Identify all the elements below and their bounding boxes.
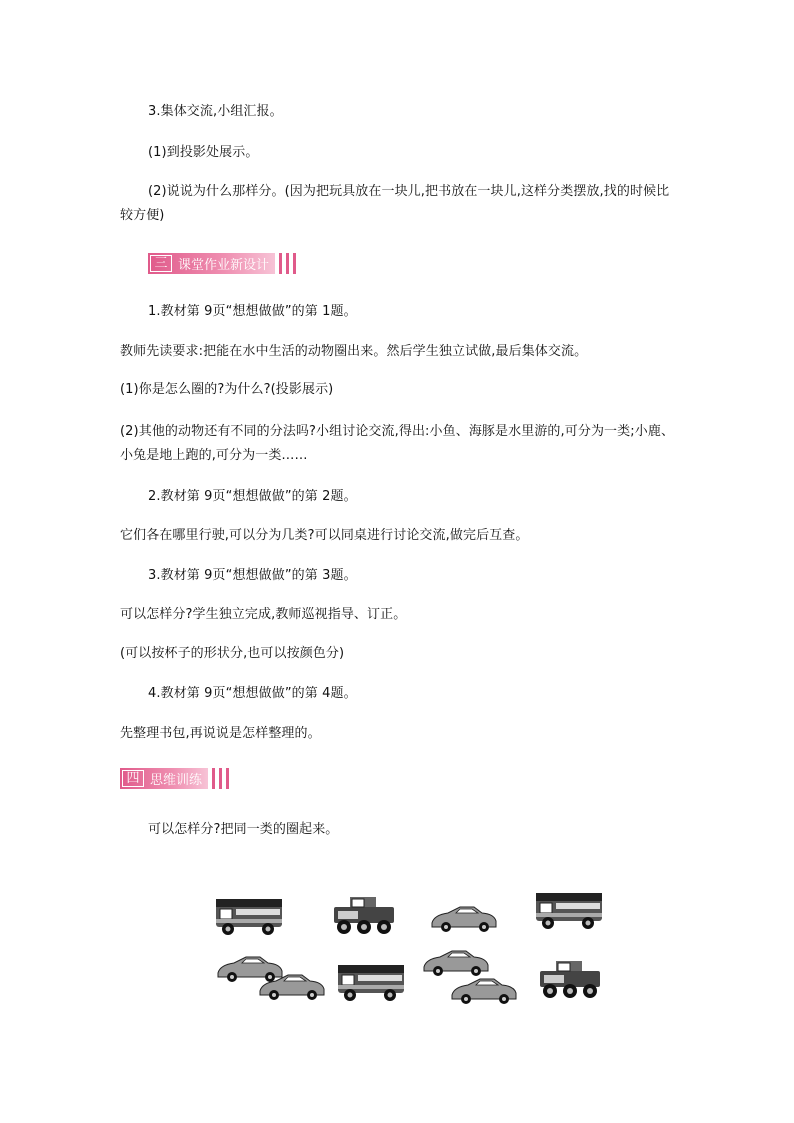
truck-icon [536, 957, 604, 1001]
section-3-title: 课堂作业新设计 [178, 258, 270, 273]
thinking-prompt: 可以怎样分?把同一类的圈起来。 [148, 822, 339, 837]
section-4-title: 思维训练 [150, 773, 203, 788]
truck-icon [330, 893, 398, 937]
task-2-heading: 2.教材第 9页“想想做做”的第 2题。 [148, 489, 357, 504]
task-2-text: 它们各在哪里行驶,可以分为几类?可以同桌进行讨论交流,做完后互查。 [120, 528, 529, 543]
task-1-q2: (2)其他的动物还有不同的分法吗?小组讨论交流,得出:小鱼、海豚是水里游的,可分为一类;小鹿、小兔是地上跑的,可分为一类…… [120, 424, 675, 463]
bus-icon [214, 893, 286, 937]
section-3-banner [148, 253, 300, 274]
step-3-item-1: (1)到投影处展示。 [148, 145, 259, 160]
vehicle-figure [210, 885, 610, 1015]
task-1-q1: (1)你是怎么圈的?为什么?(投影展示) [120, 382, 334, 397]
task-4-heading: 4.教材第 9页“想想做做”的第 4题。 [148, 686, 357, 701]
section-4-number: 四 [122, 770, 144, 787]
bus-icon [534, 887, 606, 931]
task-3-heading: 3.教材第 9页“想想做做”的第 3题。 [148, 568, 357, 583]
banner-stripes [212, 768, 233, 789]
banner-stripes [279, 253, 300, 274]
task-3-text: 可以怎样分?学生独立完成,教师巡视指导、订正。 [120, 607, 407, 622]
task-4-text: 先整理书包,再说说是怎样整理的。 [120, 726, 321, 741]
sports-car-icon [258, 969, 328, 1001]
task-1-heading: 1.教材第 9页“想想做做”的第 1题。 [148, 304, 357, 319]
section-3-number: 三 [150, 255, 172, 272]
sports-car-icon [450, 973, 520, 1005]
sports-car-icon [430, 901, 500, 933]
section-4-banner [120, 768, 233, 789]
bus-icon [336, 959, 408, 1003]
task-1-instruction: 教师先读要求:把能在水中生活的动物圈出来。然后学生独立试做,最后集体交流。 [120, 344, 588, 359]
step-3-item-2: (2)说说为什么那样分。(因为把玩具放在一块儿,把书放在一块儿,这样分类摆放,找的时候比较方便) [120, 184, 670, 223]
task-3-note: (可以按杯子的形状分,也可以按颜色分) [120, 646, 345, 661]
step-3-heading: 3.集体交流,小组汇报。 [148, 104, 283, 119]
